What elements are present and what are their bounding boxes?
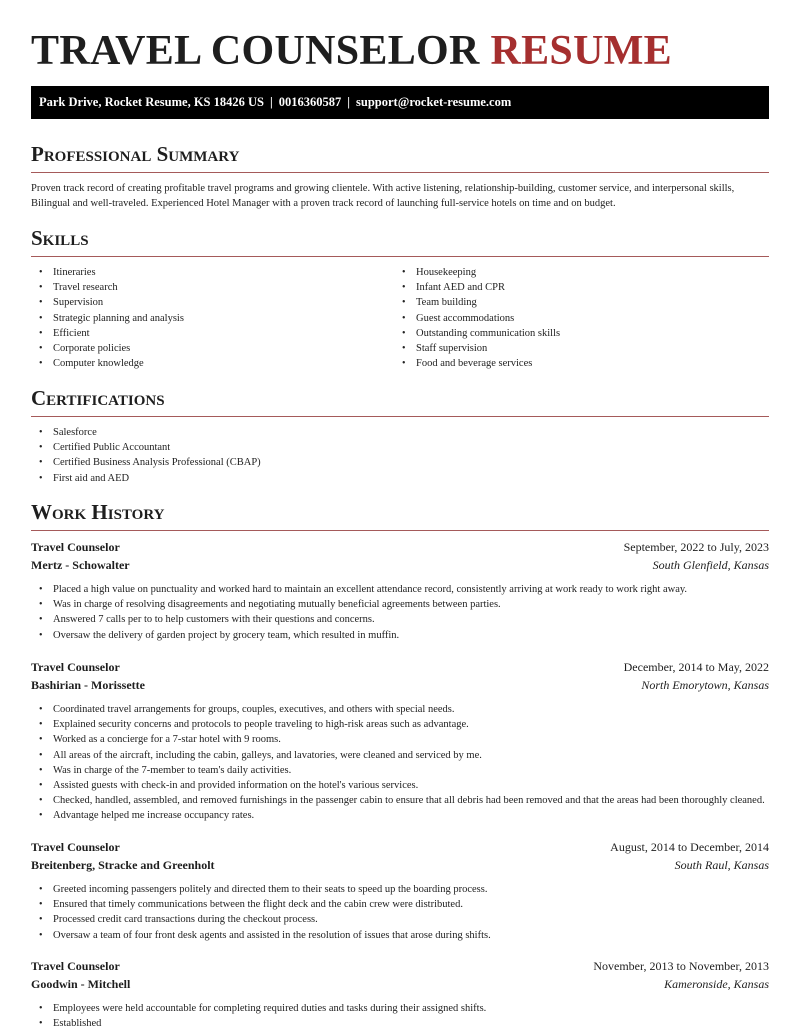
job-location: South Raul, Kansas [674,858,769,872]
skill-item: • Efficient [31,326,391,341]
work-history-heading: Work History [31,500,165,524]
title-accent: RESUME [490,28,672,74]
job-duty: • Was in charge of the 7-member to team's daily activities. [31,763,769,778]
skill-item: • Guest accommodations [394,311,764,326]
skills-list-right [394,265,764,371]
job-duty: • Answered 7 calls per to to help customers with their questions and concerns. [31,612,769,627]
certifications-heading: Certifications [31,386,165,410]
job-duty: • Assisted guests with check-in and provided information on the hotel's various services. [31,778,769,793]
job-duties-list [31,1001,769,1031]
skill-item: • Food and beverage services [394,356,764,371]
job-dates: August, 2014 to December, 2014 [610,840,769,854]
job-title: Travel Counselor [31,840,120,854]
contact-email[interactable]: support@rocket-resume.com [356,95,512,109]
certifications-list [31,425,769,486]
title-main: TRAVEL COUNSELOR [31,28,480,74]
skill-item: • Staff supervision [394,341,764,356]
job-duty: • Worked as a concierge for a 7-star hotel with 9 rooms. [31,732,769,747]
job-duty: • Oversaw the delivery of garden project by grocery team, which resulted in muffin. [31,628,769,643]
contact-phone: 0016360587 [278,95,342,109]
job-duties-list [31,582,769,643]
job-duties-list [31,882,769,943]
job-title: Travel Counselor [31,540,120,554]
certification-item: • Certified Public Accountant [31,440,769,455]
job-duty: • Ensured that timely communications between the flight deck and the cabin crew were distributed. [31,897,769,912]
contact-address: Park Drive, Rocket Resume, KS 18426 US [39,95,264,109]
skill-item: • Infant AED and CPR [394,280,764,295]
section-divider [31,256,769,257]
job-company: Mertz - Schowalter [31,558,130,572]
skill-item: • Supervision [31,295,391,310]
job-title: Travel Counselor [31,959,120,973]
section-divider [31,172,769,173]
job-duty: • Employees were held accountable for completing required duties and tasks during their assigned shifts. [31,1001,769,1016]
job-company: Bashirian - Morissette [31,678,145,692]
job-duty: • Checked, handled, assembled, and removed furnishings in the passenger cabin to ensure that all debris had been removed and that the areas had been thoroughly cleaned. [31,793,769,808]
job-company: Breitenberg, Stracke and Greenholt [31,858,215,872]
job-dates: December, 2014 to May, 2022 [623,660,769,674]
summary-heading: Professional Summary [31,142,240,166]
summary-text: Proven track record of creating profitable travel programs and growing clientele. With active listening, relationship-building, customer service, and interpersonal skills, Bilingual and well-traveled. Experienced Hotel Manager with a proven track record of launching full-service hotels on time and on budget. [31,183,735,210]
section-divider [31,416,769,417]
job-duty: • Established [31,1016,769,1031]
job-duty: • Processed credit card transactions during the checkout process. [31,912,769,927]
skills-list-left [31,265,391,371]
job-company: Goodwin - Mitchell [31,977,131,991]
certification-item: • First aid and AED [31,471,769,486]
job-duty: • Greeted incoming passengers politely and directed them to their seats to speed up the boarding process. [31,882,769,897]
contact-bar [31,86,769,119]
job-dates: November, 2013 to November, 2013 [593,959,769,973]
job-location: South Glenfield, Kansas [652,558,769,572]
job-duty: • Oversaw a team of four front desk agents and assisted in the resolution of issues that arose during shifts. [31,928,769,943]
job-location: North Emorytown, Kansas [641,678,769,692]
skill-item: • Itineraries [31,265,391,280]
skill-item: • Team building [394,295,764,310]
contact-separator: | [347,95,351,109]
skill-item: • Housekeeping [394,265,764,280]
job-duty: • All areas of the aircraft, including the cabin, galleys, and lavatories, were cleaned and serviced by me. [31,748,769,763]
skill-item: • Corporate policies [31,341,391,356]
job-duties-list [31,702,769,824]
contact-separator: | [269,95,273,109]
job-dates: September, 2022 to July, 2023 [623,540,769,554]
job-duty: • Was in charge of resolving disagreements and negotiating mutually beneficial agreements between parties. [31,597,769,612]
job-location: Kameronside, Kansas [664,977,769,991]
resume-title [31,27,672,75]
skills-heading: Skills [31,226,89,250]
section-divider [31,530,769,531]
skill-item: • Computer knowledge [31,356,391,371]
job-duty: • Explained security concerns and protocols to people traveling to high-risk areas such as advantage. [31,717,769,732]
certification-item: • Certified Business Analysis Professional (CBAP) [31,455,769,470]
job-duty: • Advantage helped me increase occupancy rates. [31,808,769,823]
skill-item: • Outstanding communication skills [394,326,764,341]
job-duty: • Placed a high value on punctuality and worked hard to maintain an excellent attendance record, consistently arriving at work ready to work right away. [31,582,769,597]
job-duty: • Coordinated travel arrangements for groups, couples, executives, and others with special needs. [31,702,769,717]
skill-item: • Travel research [31,280,391,295]
skill-item: • Strategic planning and analysis [31,311,391,326]
certification-item: • Salesforce [31,425,769,440]
job-title: Travel Counselor [31,660,120,674]
